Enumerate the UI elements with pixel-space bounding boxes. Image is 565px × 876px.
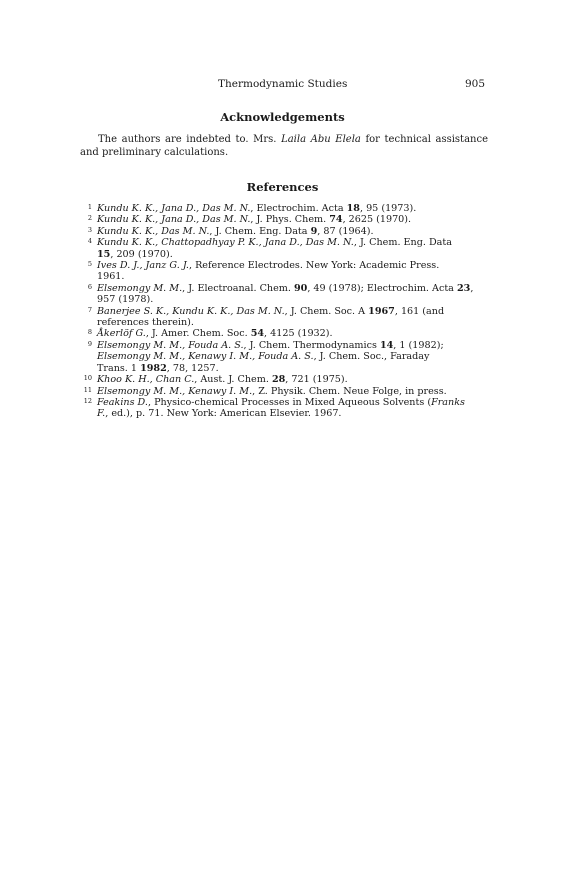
reference-item <box>80 283 490 306</box>
reference-number: 11 <box>83 385 92 394</box>
italic-text: Åkerlöf G. <box>97 328 146 340</box>
reference-item <box>80 397 490 420</box>
reference-line <box>97 328 490 339</box>
italic-text: Elsemongy M. M., Fouda A. S. <box>97 339 244 351</box>
text-run: , 4125 (1932). <box>264 328 333 340</box>
text-run: , Z. Physik. Chem. Neue Folge, in press. <box>252 385 447 397</box>
text-run: , Electrochim. Acta <box>250 203 347 214</box>
bold-text: 54 <box>250 328 265 340</box>
text-run: references therein). <box>97 317 194 329</box>
italic-text: Feakins D. <box>97 396 148 408</box>
reference-line <box>97 237 490 248</box>
reference-line <box>97 214 490 225</box>
italic-text: Ives D. J., Janz G. J. <box>97 260 189 272</box>
text-run: , <box>470 282 474 294</box>
reference-item <box>80 340 490 374</box>
reference-item <box>80 374 490 385</box>
bold-text: 74 <box>329 214 343 226</box>
reference-number: 3 <box>87 225 92 234</box>
reference-line <box>97 283 490 294</box>
text-run: , 78, 1257. <box>166 362 219 374</box>
text-run: , 87 (1964). <box>317 225 374 237</box>
italic-text: Kundu K. K., Jana D., Das M. N. <box>97 203 251 214</box>
reference-number: 4 <box>87 237 92 246</box>
text-run: , J. Chem. Soc. A <box>284 305 369 317</box>
reference-number: 10 <box>83 374 92 383</box>
reference-number: 8 <box>87 328 92 337</box>
bold-text: 23 <box>456 282 471 294</box>
italic-text: Elsemongy M. M., Kenawy I. M. <box>97 385 253 397</box>
reference-number: 2 <box>87 214 92 223</box>
text-run: , ed.), p. 71. New York: American Elsevier. 1967. <box>105 408 342 420</box>
acknowledgements-heading: Acknowledgements <box>220 110 345 124</box>
italic-text: F. <box>97 408 106 420</box>
reference-line <box>97 340 490 351</box>
text-run: for technical assistance and preliminary calculations. <box>80 134 488 158</box>
text-run: Trans. 1 <box>97 362 141 374</box>
reference-line <box>97 374 490 385</box>
italic-text: Franks <box>431 396 465 408</box>
italic-text: Elsemongy M. M. <box>97 282 183 294</box>
reference-line <box>97 203 490 214</box>
text-run: , 209 (1970). <box>110 248 173 260</box>
bold-text: 15 <box>97 248 111 260</box>
reference-line <box>97 306 490 317</box>
text-run: The authors are indebted to. Mrs. <box>98 134 282 145</box>
reference-item <box>80 386 490 397</box>
text-run: 957 (1978). <box>97 294 154 306</box>
page-number: 905 <box>464 78 485 90</box>
bold-text: 1982 <box>140 362 167 374</box>
references-heading: References <box>246 180 319 194</box>
reference-line <box>97 351 490 362</box>
text-run: , J. Electroanal. Chem. <box>182 282 294 294</box>
acknowledgements-text <box>80 133 488 159</box>
bold-text: 14 <box>379 339 394 351</box>
reference-item <box>80 226 490 237</box>
text-run: , Physico-chemical Processes in Mixed Aqueous Solvents ( <box>147 396 432 408</box>
reference-list <box>80 203 490 420</box>
text-run: , J. Phys. Chem. <box>250 214 330 226</box>
reference-number: 5 <box>87 260 92 269</box>
reference-number: 6 <box>87 282 92 291</box>
reference-line <box>97 249 490 260</box>
reference-item <box>80 328 490 339</box>
text-run: , 49 (1978); Electrochim. Acta <box>307 282 457 294</box>
italic-text: Khoo K. H., Chan C. <box>97 374 195 386</box>
reference-number: 12 <box>83 396 92 405</box>
reference-line <box>97 226 490 237</box>
reference-number: 9 <box>87 339 92 348</box>
reference-item <box>80 306 490 329</box>
text-run: , Reference Electrodes. New York: Academic Press. <box>188 260 440 272</box>
reference-item <box>80 214 490 225</box>
text-run: 1961. <box>97 271 125 283</box>
italic-text: Banerjee S. K., Kundu K. K., Das M. N. <box>97 305 285 317</box>
text-run: , 1 (1982); <box>393 339 444 351</box>
italic-text: Kundu K. K., Das M. N. <box>97 225 210 237</box>
reference-line <box>97 271 490 282</box>
running-title: Thermodynamic Studies <box>218 78 348 90</box>
reference-line <box>97 260 490 271</box>
reference-line <box>97 317 490 328</box>
text-run: , 161 (and <box>394 305 445 317</box>
reference-item <box>80 203 490 214</box>
reference-item <box>80 237 490 260</box>
reference-line <box>97 397 490 408</box>
italic-text: Elsemongy M. M., Kenawy I. M., Fouda A. S. <box>97 351 314 363</box>
bold-text: 90 <box>293 282 308 294</box>
bold-text: 9 <box>310 225 318 237</box>
reference-line <box>97 294 490 305</box>
reference-number: 1 <box>87 203 92 211</box>
bold-text: 18 <box>346 203 360 214</box>
text-run: , 2625 (1970). <box>342 214 412 226</box>
text-run: , J. Chem. Thermodynamics <box>243 339 380 351</box>
italic-text: Laila Abu Elela <box>281 134 361 145</box>
italic-text: Kundu K. K., Chattopadhyay P. K., Jana D., Das M. N. <box>97 237 354 249</box>
text-run: , J. Chem. Eng. Data <box>209 225 311 237</box>
reference-line <box>97 363 490 374</box>
text-run: , 721 (1975). <box>285 374 348 386</box>
reference-line <box>97 408 490 419</box>
text-run: , J. Chem. Eng. Data <box>353 237 452 249</box>
bold-text: 1967 <box>368 305 395 317</box>
text-run: , 95 (1973). <box>359 203 417 214</box>
reference-line <box>97 386 490 397</box>
italic-text: Kundu K. K., Jana D., Das M. N. <box>97 214 251 226</box>
reference-item <box>80 260 490 283</box>
text-run: , J. Chem. Soc., Faraday <box>313 351 430 363</box>
reference-number: 7 <box>87 305 92 314</box>
bold-text: 28 <box>271 374 286 386</box>
text-run: , J. Amer. Chem. Soc. <box>145 328 251 340</box>
text-run: , Aust. J. Chem. <box>194 374 272 386</box>
